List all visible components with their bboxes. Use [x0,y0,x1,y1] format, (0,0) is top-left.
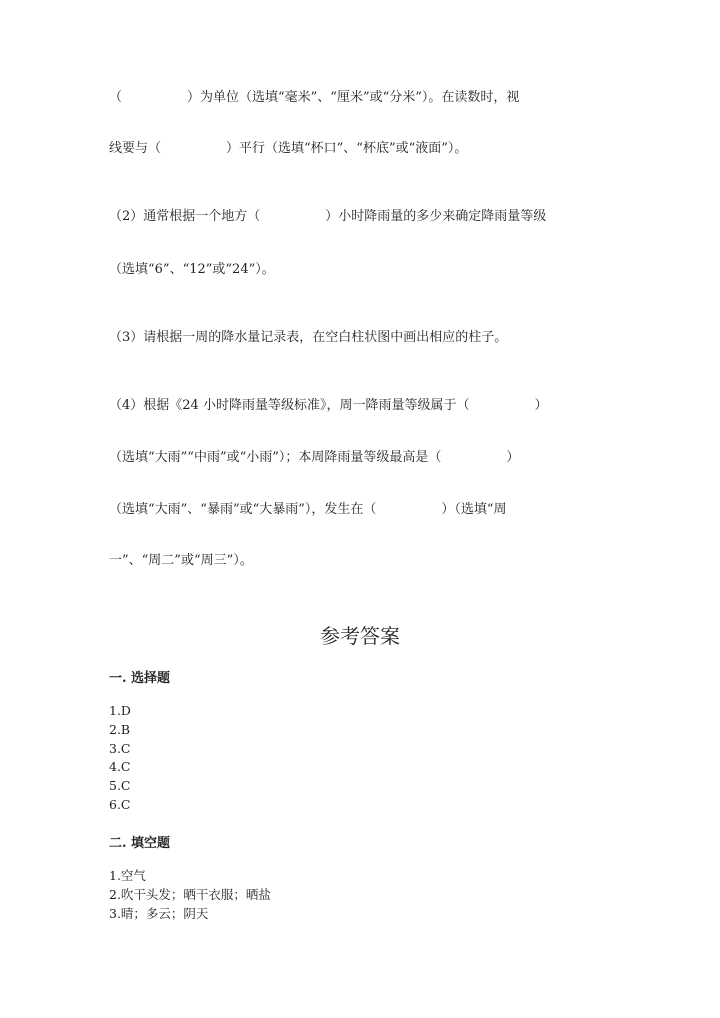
answer-item: 2.B [109,721,131,737]
question-line: （选填“6”、“12”或“24”）。 [109,262,275,277]
section-heading-fill: 二. 填空题 [109,836,171,851]
question-line: （3）请根据一周的降水量记录表，在空白柱状图中画出相应的柱子。 [109,330,508,345]
answer-item: 5.C [109,778,131,794]
answer-item: 3.晴；多云；阴天 [109,905,209,921]
question-line: （4）根据《24 小时降雨量等级标准》，周一降雨量等级属于（ ） [109,398,548,413]
answer-item: 1.D [109,703,131,718]
answer-item: 6.C [109,796,131,812]
answer-item: 3.C [109,740,131,756]
question-line: 线要与（ ）平行（选填“杯口”、“杯底”或“液面”）。 [109,141,468,156]
answer-item: 2.吹干头发；晒干衣服；晒盐 [109,886,271,902]
question-line: （选填“大雨”“中雨”或“小雨”）；本周降雨量等级最高是（ ） [109,450,520,465]
question-line: 一”、“周二”或“周三”）。 [109,553,253,568]
answer-item: 4.C [109,759,131,775]
section-heading-choice: 一. 选择题 [109,671,171,686]
answer-list-fill [109,867,271,923]
answer-title: 参考答案 [320,624,400,648]
question-line: （ ）为单位（选填“毫米”、“厘米”或“分米”）。在读数时，视 [109,90,520,105]
question-line: （选填“大雨”、“暴雨”或“大暴雨”），发生在（ ）（选填“周 [109,502,507,517]
answer-item: 1.空气 [109,868,146,883]
question-line: （2）通常根据一个地方（ ）小时降雨量的多少来确定降雨量等级 [109,209,547,224]
answer-list-choice [109,702,131,815]
